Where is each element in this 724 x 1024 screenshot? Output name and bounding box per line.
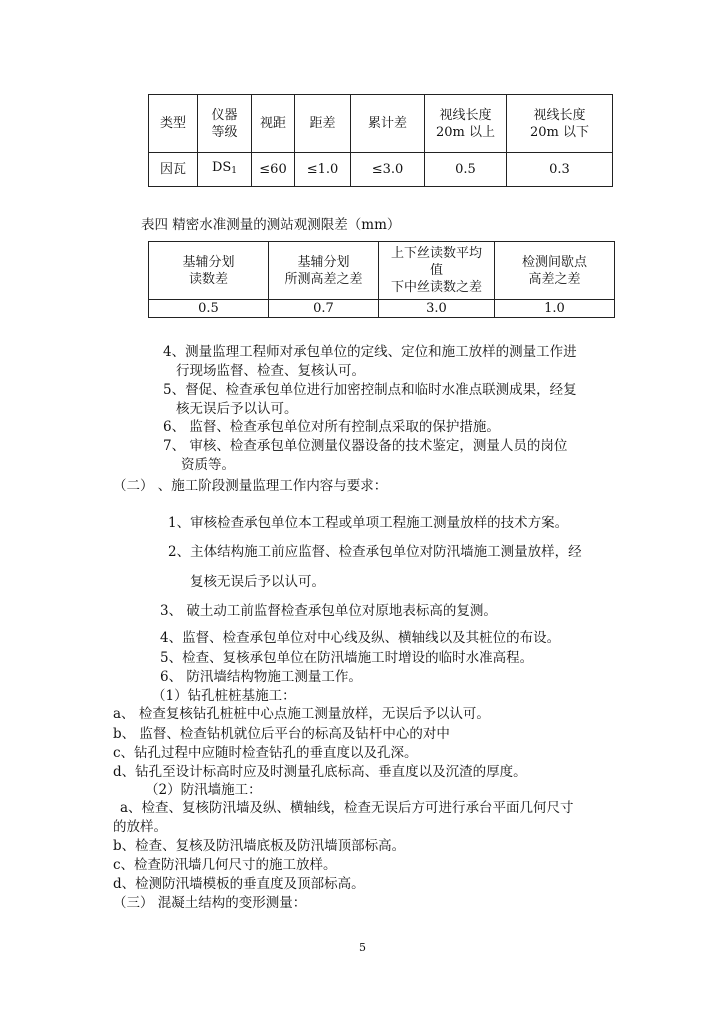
- table-cell: 0.3: [507, 153, 613, 187]
- header-cell: 检测间歇点 高差之差: [495, 242, 615, 300]
- table-cell: 因瓦: [149, 153, 198, 187]
- text-line: 5、督促、检查承包单位进行加密控制点和临时水准点联测成果，经复: [163, 382, 577, 398]
- table-row: [149, 153, 613, 187]
- table-caption: 表四 精密水准测量的测站观测限差（mm）: [141, 217, 401, 233]
- table-cell: 0.7: [269, 300, 379, 318]
- text-line: c、钻孔过程中应随时检查钻孔的垂直度以及孔深。: [113, 745, 418, 761]
- text-line: 6、 监督、检查承包单位对所有控制点采取的保护措施。: [163, 419, 500, 435]
- table-cell: $DS_1$: [198, 153, 252, 187]
- table-cell: 0.5: [425, 153, 507, 187]
- text-line: 资质等。: [181, 457, 235, 473]
- header-cell: 类型: [149, 95, 198, 153]
- text-line: 核无误后予以认可。: [176, 401, 298, 417]
- header-cell: 视距: [252, 95, 295, 153]
- header-cell: 视线长度 20m 以上: [425, 95, 507, 153]
- text-line: 1、审核检查承包单位本工程或单项工程施工测量放样的技术方案。: [168, 515, 569, 531]
- leveling-limits-table: [148, 94, 613, 187]
- table-cell: 3.0: [379, 300, 495, 318]
- header-cell: 上下丝读数平均 值 下中丝读数之差: [379, 242, 495, 300]
- text-line: b、检查、复核及防汛墙底板及防汛墙顶部标高。: [113, 838, 406, 854]
- header-cell: 仪器 等级: [198, 95, 252, 153]
- text-line: d、检测防汛墙模板的垂直度及顶部标高。: [113, 876, 365, 892]
- page-number: 5: [359, 941, 366, 954]
- table-cell: 0.5: [149, 300, 269, 318]
- text-line: a、检查、复核防汛墙及纵、横轴线，检查无误后方可进行承台平面几何尺寸: [120, 800, 574, 816]
- text-line: 3、 破土动工前监督检查承包单位对原地表标高的复测。: [160, 603, 497, 619]
- table-cell: ≤3.0: [351, 153, 425, 187]
- table-header-row: [149, 95, 613, 153]
- text-line: 4、监督、检查承包单位对中心线及纵、横轴线以及其桩位的布设。: [160, 630, 561, 646]
- section-heading: （三） 混凝土结构的变形测量：: [113, 895, 307, 911]
- text-line: 2、主体结构施工前应监督、检查承包单位对防汛墙施工测量放样，经: [168, 544, 582, 560]
- text-line: 的放样。: [113, 819, 167, 835]
- header-cell: 基辅分划 读数差: [149, 242, 269, 300]
- station-limits-table: [148, 241, 615, 318]
- text-line: d、钻孔至设计标高时应及时测量孔底标高、垂直度以及沉渣的厚度。: [113, 764, 527, 780]
- subsection-heading: （2）防汛墙施工：: [145, 782, 262, 798]
- header-cell: 累计差: [351, 95, 425, 153]
- header-cell: 距差: [295, 95, 351, 153]
- table-header-row: [149, 242, 615, 300]
- text-line: 5、检查、复核承包单位在防汛墙施工时增设的临时水准高程。: [160, 650, 534, 666]
- table-cell: 1.0: [495, 300, 615, 318]
- text-line: 复核无误后予以认可。: [190, 574, 325, 590]
- table-cell: ≤1.0: [295, 153, 351, 187]
- table-cell: ≤60: [252, 153, 295, 187]
- header-cell: 基辅分划 所测高差之差: [269, 242, 379, 300]
- text-line: 6、 防汛墙结构物施工测量工作。: [160, 669, 362, 685]
- text-line: 4、测量监理工程师对承包单位的定线、定位和施工放样的测量工作进: [163, 344, 577, 360]
- text-line: 7、 审核、检查承包单位测量仪器设备的技术鉴定，测量人员的岗位: [163, 438, 568, 454]
- table-row: [149, 300, 615, 318]
- section-heading: （二） 、施工阶段测量监理工作内容与要求：: [113, 478, 388, 494]
- text-line: c、检查防汛墙几何尺寸的施工放样。: [113, 857, 337, 873]
- text-line: 行现场监督、检查、复核认可。: [176, 363, 365, 379]
- header-cell: 视线长度 20m 以下: [507, 95, 613, 153]
- text-line: a、 检查复核钻孔桩桩中心点施工测量放样，无误后予以认可。: [113, 706, 490, 722]
- subsection-heading: （1）钻孔桩桩基施工：: [152, 688, 296, 704]
- text-line: b、 监督、检查钻机就位后平台的标高及钻杆中心的对中: [113, 726, 450, 742]
